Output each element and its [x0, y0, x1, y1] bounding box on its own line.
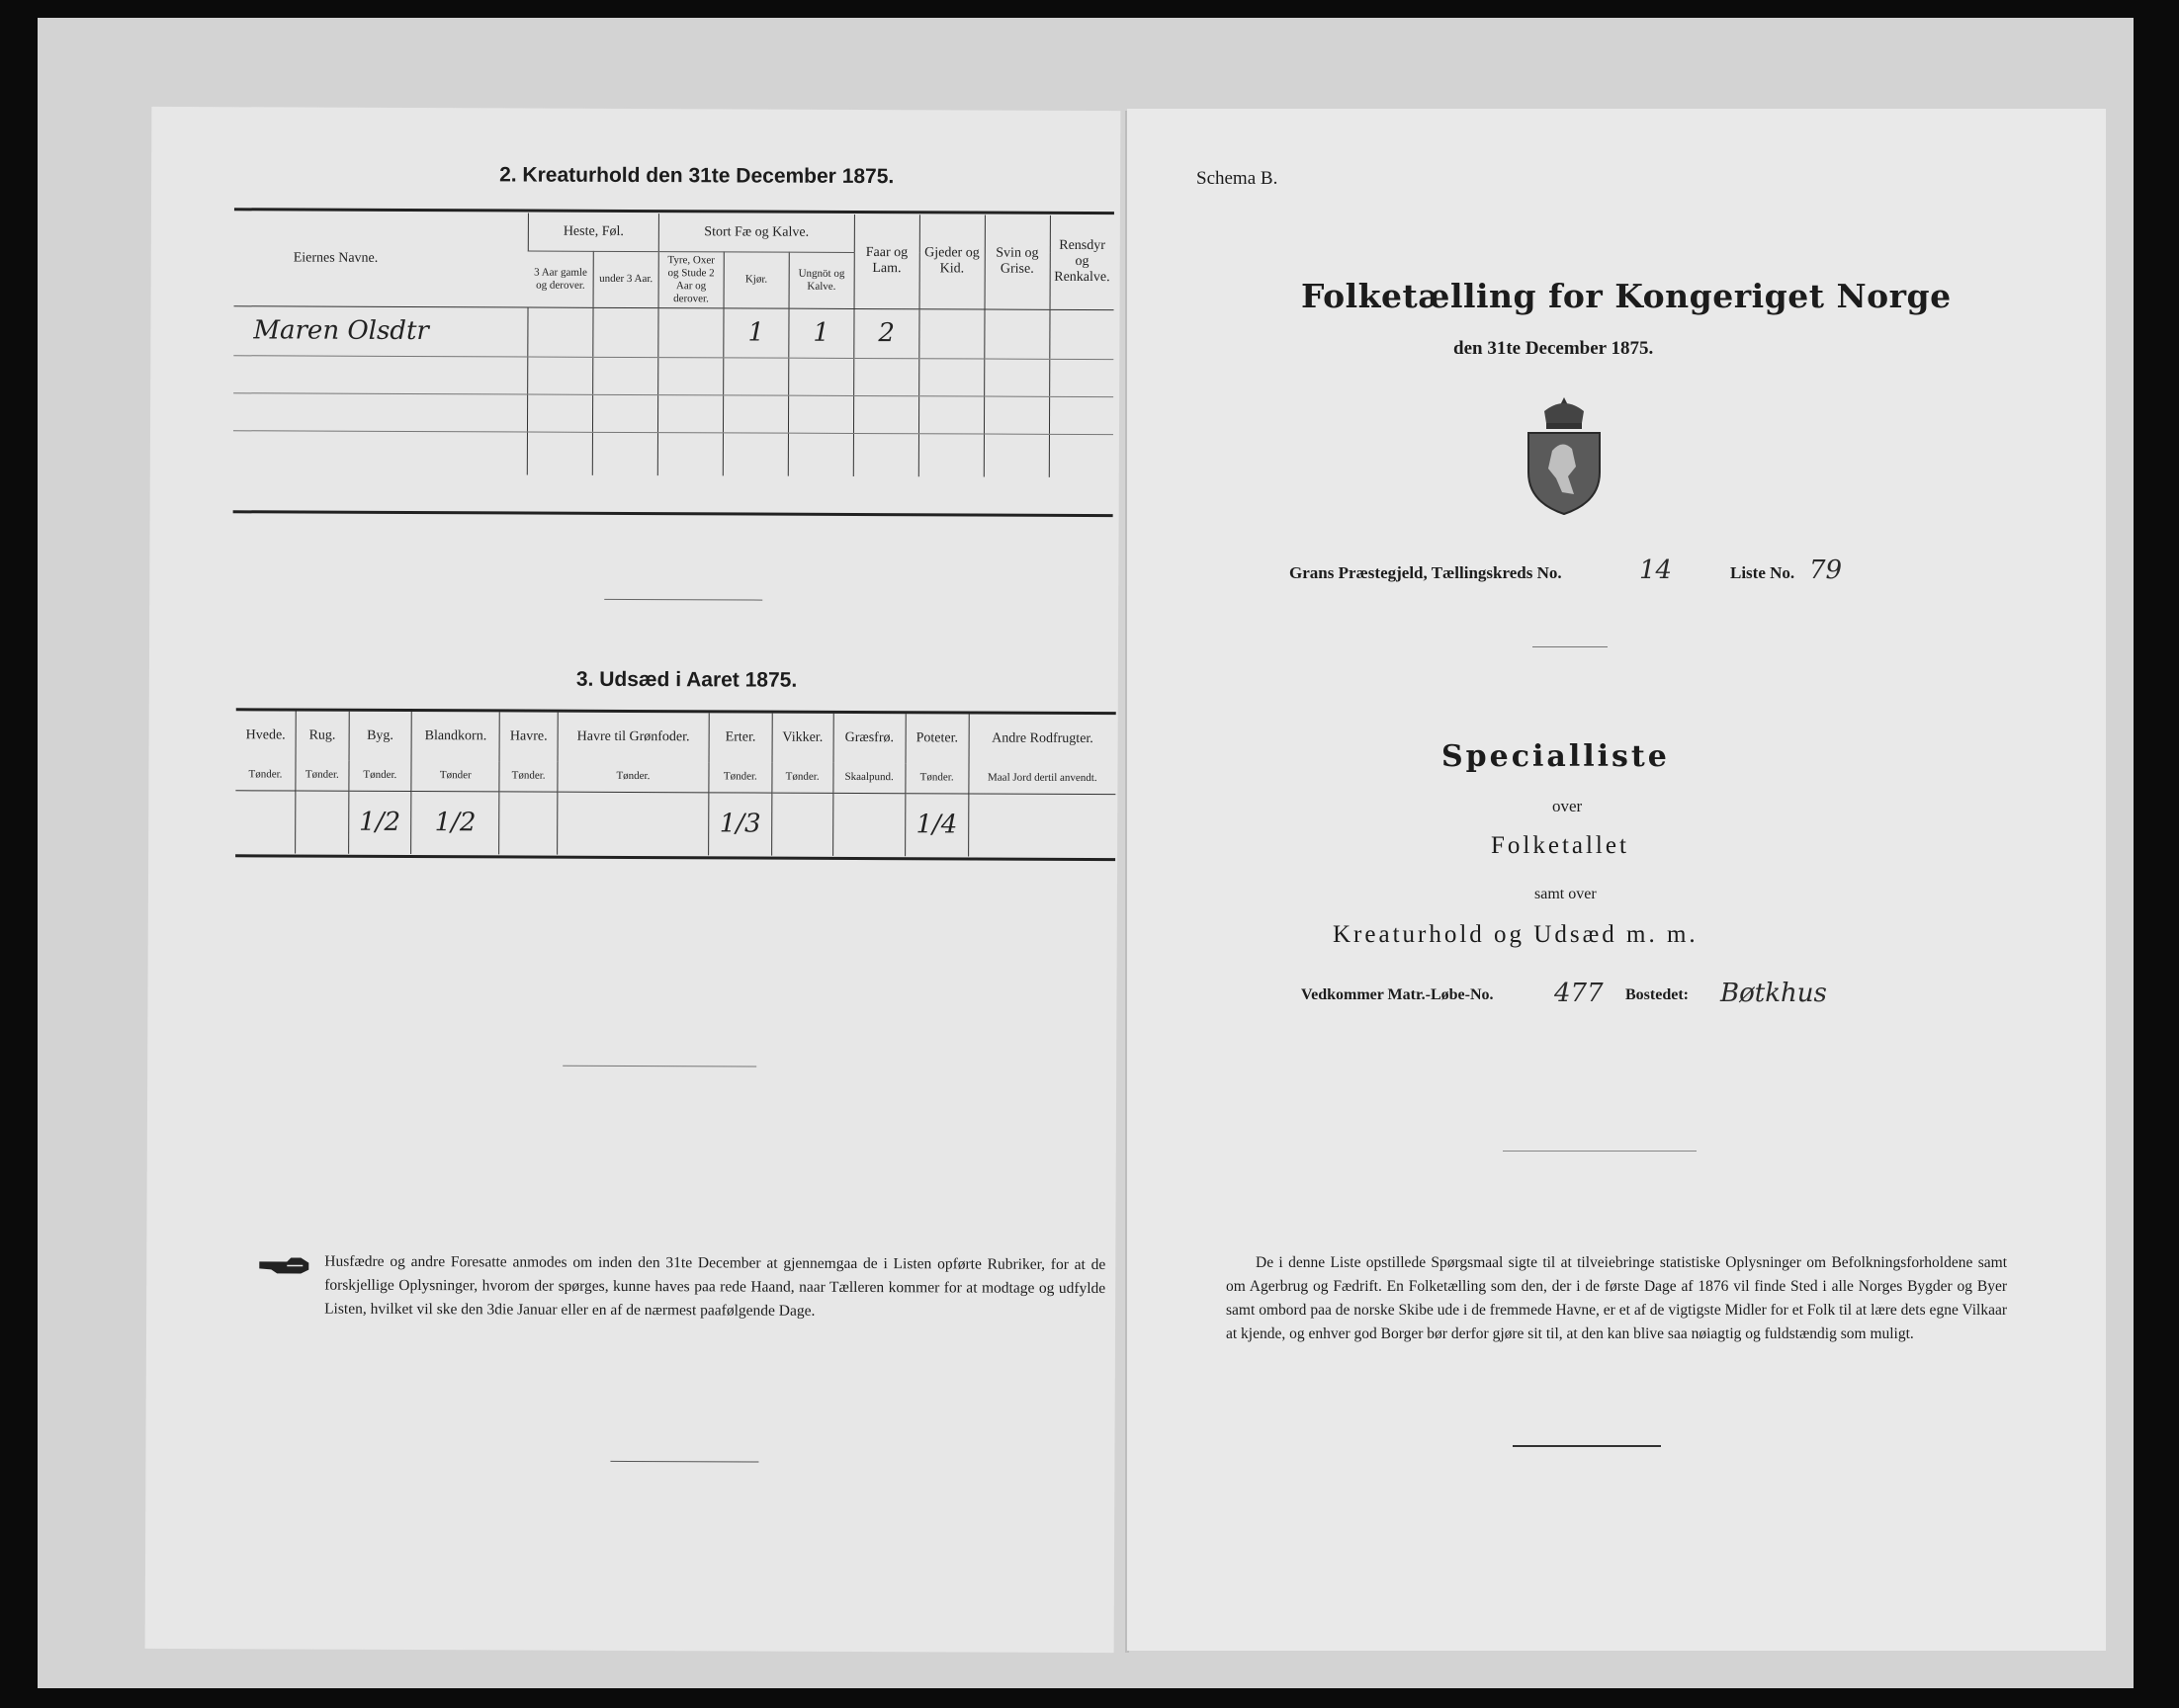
folketallet-label: Folketallet	[1491, 832, 1629, 859]
sowing-col-unit: Tønder.	[235, 760, 296, 790]
main-title: Folketælling for Kongeriget Norge	[1301, 277, 1952, 315]
sowing-col-name: Havre til Grønfoder.	[558, 713, 710, 763]
sowing-col-unit: Maal Jord dertil anvendt.	[969, 763, 1116, 794]
separator-line	[604, 599, 762, 601]
sowing-value	[832, 793, 905, 856]
bosted-value: Bøtkhus	[1720, 979, 1827, 1008]
matr-number: 477	[1554, 979, 1604, 1008]
group-horses: Heste, Føl.	[528, 214, 658, 252]
left-page	[145, 107, 1121, 1653]
sowing-col-name: Rug.	[296, 712, 349, 761]
sowing-value: 1/3	[709, 792, 772, 855]
owner-name: Maren Olsdtr	[233, 305, 528, 356]
sowing-col-unit: Tønder.	[906, 763, 969, 793]
sowing-value	[235, 790, 296, 853]
col-horses-old: 3 Aar gamle og derover.	[528, 251, 593, 307]
col-young-cattle: Ungnöt og Kalve.	[789, 252, 854, 308]
sowing-col-name: Græsfrø.	[833, 714, 906, 763]
sowing-col-unit: Tønder.	[772, 763, 833, 793]
census-date: den 31te December 1875.	[1453, 338, 1654, 359]
sowing-col-unit: Tønder	[411, 761, 500, 791]
sowing-col-unit: Skaalpund.	[833, 763, 906, 793]
section2-heading: 2. Kreaturhold den 31te December 1875.	[499, 163, 895, 189]
footer-text: De i denne Liste opstillede Spørgsmaal sigte til at tilveiebringe statistiske Oplysninger om Befolkningsforholdene samt om Agerbrug og Fædrift. En Folketælling som den, der i de første Dage af 1876 vil finde Sted i alle Norges Bygder og Byer samt ombord paa de norske Skibe ude i de fremmede Havne, er et af de vigtigste Midler for et Folk til at lære dets egne Vilkaar at kjende, og enhver god Borger bør derfor gjøre sit til, at den kan blive saa nøiagtig og fuldstændig som muligt.	[1226, 1254, 2007, 1342]
table-row	[233, 305, 1113, 359]
sowing-col-unit: Tønder.	[709, 762, 772, 792]
sowing-value	[557, 792, 709, 856]
samt-over-label: samt over	[1534, 886, 1597, 902]
sowing-value: 1/4	[905, 793, 968, 856]
sowing-col-name: Poteter.	[906, 714, 969, 763]
specialliste-title: Specialliste	[1441, 739, 1670, 774]
table-row	[233, 430, 1113, 477]
separator-line	[1532, 646, 1608, 647]
pointing-hand-icon	[257, 1253, 314, 1277]
sheep-value: 2	[854, 308, 919, 358]
sowing-col-name: Byg.	[349, 712, 412, 761]
sowing-col-name: Erter.	[709, 713, 772, 762]
notice-text: Husfædre og andre Foresatte anmodes om inden den 31te December at gjennemgaa de i Listen opførte Rubriker, for at de forskjellige Oplysninger, hvorom der spørges, kunne haves paa rede Haand, naar Tælleren kommer for at modtage og udfylde Listen, hvilket vil ske den 3die Januar eller en af de nærmest paafølgende Dage.	[324, 1252, 1106, 1320]
sowing-value	[296, 791, 349, 854]
col-reindeer: Rensdyr og Renkalve.	[1050, 215, 1114, 309]
table-row	[233, 392, 1113, 434]
table-row	[233, 355, 1113, 396]
sowing-value: 1/2	[348, 791, 411, 854]
over-label: over	[1552, 797, 1583, 815]
sowing-table	[235, 711, 1116, 857]
sowing-col-name: Andre Rodfrugter.	[969, 714, 1116, 764]
livestock-table	[233, 212, 1114, 477]
parish-label: Grans Præstegjeld, Tællingskreds No.	[1289, 563, 1562, 582]
col-sheep: Faar og Lam.	[854, 214, 919, 308]
sowing-value	[968, 793, 1115, 857]
sowing-value	[499, 791, 558, 854]
sowing-value	[771, 793, 832, 856]
sowing-col-name: Vikker.	[772, 714, 833, 763]
separator-line	[1503, 1151, 1697, 1152]
sowing-col-unit: Tønder.	[558, 762, 710, 793]
sowing-col-name: Blandkorn.	[411, 712, 500, 761]
bosted-label: Bostedet:	[1625, 986, 1689, 1003]
district-number: 14	[1639, 555, 1673, 585]
col-owner: Eiernes Navne.	[234, 212, 529, 306]
separator-line	[610, 1461, 758, 1463]
col-pigs: Svin og Grise.	[985, 215, 1050, 309]
table-bottom-rule	[233, 510, 1113, 517]
col-goats: Gjeder og Kid.	[919, 214, 985, 308]
matr-label: Vedkommer Matr.-Løbe-No.	[1301, 986, 1494, 1003]
cows-value: 1	[724, 307, 789, 357]
group-cattle: Stort Fæ og Kalve.	[658, 214, 854, 252]
col-bulls: Tyre, Oxer og Stude 2 Aar og derover.	[658, 251, 724, 307]
sowing-col-unit: Tønder.	[296, 761, 349, 791]
kreaturhold-label: Kreaturhold og Udsæd m. m.	[1333, 921, 1699, 948]
separator-line	[563, 1066, 756, 1068]
sowing-value: 1/2	[411, 791, 500, 854]
right-page	[1127, 109, 2106, 1651]
sowing-col-name: Hvede.	[245, 727, 286, 743]
section3-heading: 3. Udsæd i Aaret 1875.	[575, 667, 798, 692]
norway-coat-of-arms-icon	[1523, 395, 1606, 518]
sowing-col-unit: Tønder.	[499, 761, 557, 791]
schema-label: Schema B.	[1196, 168, 1278, 189]
col-cows: Kjør.	[724, 251, 789, 307]
separator-line	[1513, 1445, 1661, 1447]
sowing-col-unit: Tønder.	[349, 761, 412, 791]
col-horses-young: under 3 Aar.	[593, 251, 658, 307]
list-number: 79	[1809, 555, 1843, 585]
list-label: Liste No.	[1730, 563, 1795, 582]
sowing-col-name: Havre.	[500, 712, 558, 761]
young-cattle-value: 1	[789, 308, 854, 358]
